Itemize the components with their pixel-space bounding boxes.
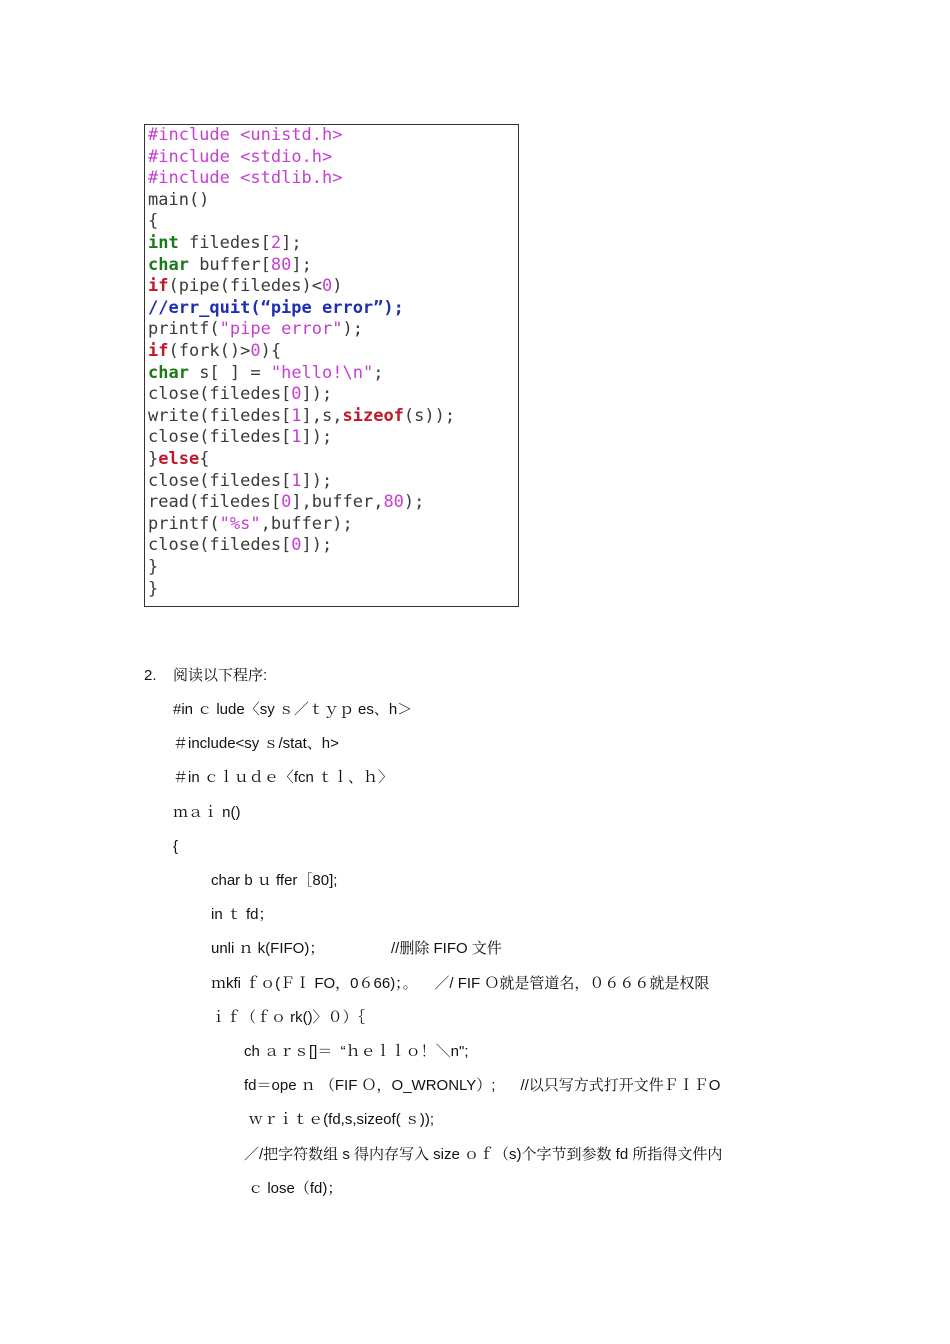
code-token: }: [148, 557, 159, 577]
code-line: [148, 427, 332, 448]
question-code-line: ｗｒｉｔｅ(fd,s,sizeof( ｓ));: [244, 1111, 435, 1129]
code-token: [230, 168, 240, 188]
code-token: }: [148, 578, 159, 599]
code-token: ]);: [301, 384, 333, 405]
code-token: (s));: [403, 405, 456, 426]
code-token: <unistd.h>: [240, 125, 343, 145]
code-token: int: [148, 233, 179, 253]
question-code-line: in ｔ fd；: [211, 906, 274, 924]
code-screenshot-box: [144, 124, 519, 607]
code-line: [148, 125, 343, 146]
code-line: [148, 211, 158, 232]
code-token: 0: [322, 276, 333, 297]
code-token: read(filedes[: [148, 492, 282, 513]
code-token: else: [158, 449, 200, 469]
code-token: <stdlib.h>: [240, 168, 343, 189]
code-token: [230, 147, 240, 167]
code-token: ]);: [301, 470, 333, 491]
code-token: ): [332, 276, 343, 297]
code-token: char: [148, 254, 189, 275]
question-code-line: ＃include<sy ｓ/stat、h>: [173, 735, 339, 753]
code-token: if: [148, 341, 169, 361]
code-token: filedes[: [178, 233, 271, 253]
code-token: main(): [148, 189, 210, 210]
code-token: "%s": [219, 513, 261, 534]
code-line: [148, 319, 363, 340]
code-token: if: [148, 276, 169, 297]
code-token: #include: [148, 125, 230, 145]
code-token: 80: [270, 254, 292, 275]
code-token: close(filedes[: [148, 427, 292, 448]
code-token: ,buffer);: [260, 513, 353, 534]
question-code-line: char b ｕ ffer［80];: [211, 872, 338, 889]
code-token: "hello!\n": [270, 362, 374, 383]
code-token: close(filedes[: [148, 384, 292, 405]
code-line: [148, 168, 343, 189]
code-token: {: [148, 211, 159, 232]
question-code-line: ｉｆ（ｆｏ rk()〉０）｛: [211, 1008, 366, 1026]
code-token: 0: [250, 341, 261, 361]
question-code-line: {: [173, 837, 179, 855]
code-token: 80: [383, 492, 404, 513]
code-line: [148, 341, 281, 362]
code-line: [148, 276, 343, 297]
code-line: [148, 233, 302, 254]
code-token: 0: [291, 384, 302, 405]
code-token: 1: [291, 405, 302, 426]
code-token: <stdio.h>: [240, 146, 333, 167]
code-token: 0: [281, 492, 292, 513]
code-line: [148, 363, 383, 384]
code-line: [148, 514, 353, 535]
code-token: 2: [270, 233, 282, 253]
question-code-line: ch ａｒｓ[]＝ “ｈｅｌｌｏ！＼n";: [244, 1043, 469, 1060]
code-token: printf(: [148, 319, 220, 340]
code-token: "pipe error": [219, 319, 343, 340]
code-token: close(filedes[: [148, 535, 292, 556]
code-token: ){: [260, 341, 282, 361]
question-code-line: ｍkfi ｆｏ(ＦＩ FO，0６66)；。 ／/ FIF Ｏ就是管道名，０６６６就是权限: [211, 974, 710, 992]
code-line: [148, 190, 209, 211]
code-token: close(filedes[: [148, 470, 292, 491]
question-title: 阅读以下程序:: [173, 667, 268, 684]
code-token: //err_quit(“pipe error”);: [148, 297, 404, 318]
code-token: 1: [291, 470, 302, 491]
code-line: [148, 298, 404, 319]
code-line: [148, 384, 332, 405]
code-token: ]);: [301, 427, 333, 448]
code-line: [148, 406, 455, 427]
code-token: ]);: [301, 535, 333, 556]
code-token: );: [403, 492, 425, 513]
code-line: [148, 471, 332, 492]
code-token: ;: [373, 362, 384, 383]
code-token: buffer[: [188, 254, 271, 275]
question-code-line: ／/把字符数组 s 得内存写入 size ｏｆ（s)个字节到参数 fd 所指得文件内: [244, 1145, 723, 1163]
code-token: write(filedes[: [148, 405, 292, 426]
code-token: #include: [148, 168, 230, 189]
code-token: {: [199, 449, 210, 469]
question-code-line: unli ｎ k(FIFO)； //删除 FIFO 文件: [211, 940, 502, 958]
code-token: ];: [291, 254, 312, 275]
question-code-line: fd＝ope ｎ （FIF Ｏ，O_WRONLY）; //以只写方式打开文件ＦＩＦO: [244, 1077, 721, 1095]
code-token: (pipe(filedes)<: [168, 276, 323, 297]
code-token: char: [148, 362, 189, 383]
code-token: #include: [148, 146, 230, 167]
question-code-line: ｃ lose（fd)；: [244, 1179, 343, 1197]
code-line: [148, 557, 158, 578]
code-token: );: [342, 319, 363, 340]
question-number: 2.: [144, 667, 157, 684]
code-line: [148, 579, 158, 600]
question-code-line: ｍａｉ n(): [173, 803, 241, 821]
code-line: [148, 492, 424, 513]
code-token: 1: [291, 427, 302, 448]
code-token: s[ ] =: [188, 362, 271, 383]
code-token: }: [148, 449, 159, 469]
code-line: [148, 449, 209, 470]
code-token: ],s,: [301, 405, 343, 426]
code-line: [148, 535, 332, 556]
code-token: ],buffer,: [291, 492, 384, 513]
question-code-line: ＃in ｃｌｕｄｅ〈fcn ｔｌ、ｈ〉: [173, 769, 394, 787]
code-token: ];: [281, 233, 302, 253]
code-token: [230, 125, 240, 145]
code-token: printf(: [148, 513, 220, 534]
code-token: (fork()>: [168, 341, 251, 361]
question-code-line: #in ｃ lude〈sy ｓ／ｔｙｐ es、h＞: [173, 701, 413, 718]
code-line: [148, 147, 332, 168]
code-token: sizeof: [342, 405, 404, 426]
code-line: [148, 255, 312, 276]
code-token: 0: [291, 535, 302, 556]
